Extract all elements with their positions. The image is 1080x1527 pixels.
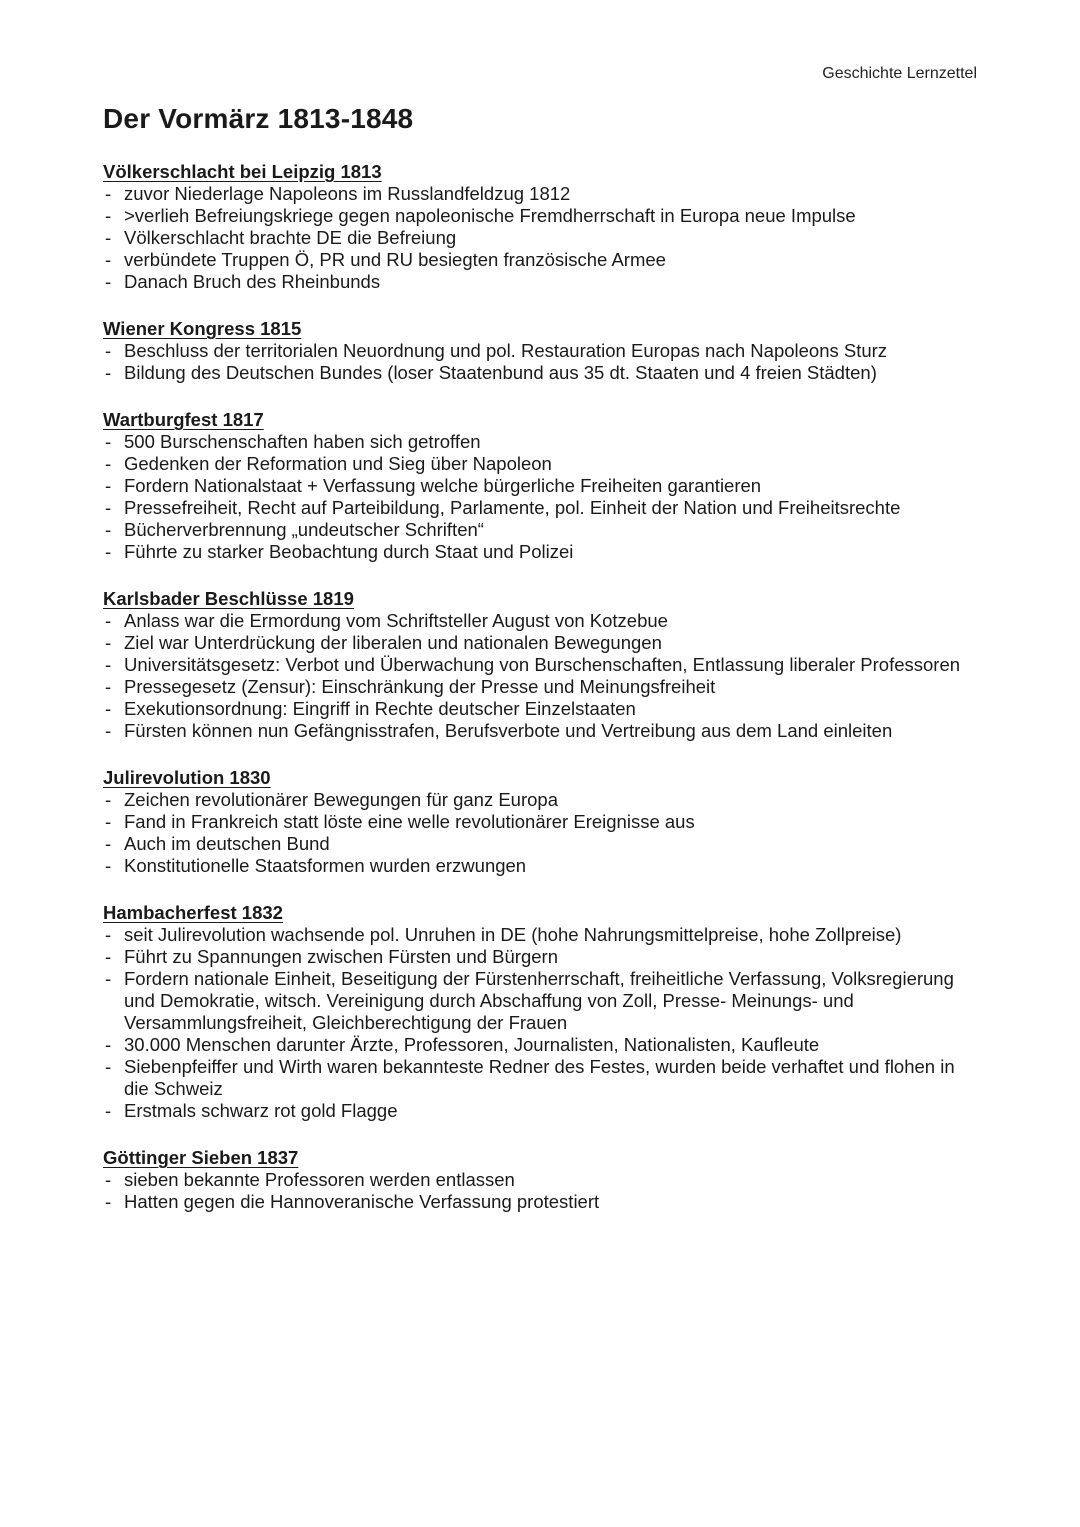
- bullet-list: [103, 183, 983, 293]
- list-item: - seit Julirevolution wachsende pol. Unruhen in DE (hohe Nahrungsmittelpreise, hohe Zollpreise): [103, 924, 983, 946]
- list-item: - Fand in Frankreich statt löste eine welle revolutionärer Ereignisse aus: [103, 811, 983, 833]
- list-item: - 500 Burschenschaften haben sich getroffen: [103, 431, 983, 453]
- list-item: - Bildung des Deutschen Bundes (loser Staatenbund aus 35 dt. Staaten und 4 freien Städten): [103, 362, 983, 384]
- list-item: - zuvor Niederlage Napoleons im Russlandfeldzug 1812: [103, 183, 983, 205]
- content: [103, 161, 983, 1238]
- list-item: - Fordern Nationalstaat + Verfassung welche bürgerliche Freiheiten garantieren: [103, 475, 983, 497]
- section-wiener-kongress: [103, 318, 983, 384]
- section-julirevolution: [103, 767, 983, 877]
- list-item: - Ziel war Unterdrückung der liberalen und nationalen Bewegungen: [103, 632, 983, 654]
- section-karlsbader-beschluesse: [103, 588, 983, 742]
- list-item: - Völkerschlacht brachte DE die Befreiung: [103, 227, 983, 249]
- section-heading: Hambacherfest 1832: [103, 902, 283, 923]
- header-label: Geschichte Lernzettel: [822, 65, 977, 82]
- section-hambacherfest: [103, 902, 983, 1122]
- page-title: Der Vormärz 1813-1848: [103, 103, 414, 134]
- bullet-list: [103, 924, 983, 1122]
- list-item: - Anlass war die Ermordung vom Schriftsteller August von Kotzebue: [103, 610, 983, 632]
- list-item: - Pressefreiheit, Recht auf Parteibildung, Parlamente, pol. Einheit der Nation und Freiheitsrechte: [103, 497, 983, 519]
- bullet-list: [103, 340, 983, 384]
- bullet-list: [103, 789, 983, 877]
- list-item: - Pressegesetz (Zensur): Einschränkung der Presse und Meinungsfreiheit: [103, 676, 983, 698]
- list-item: - Fordern nationale Einheit, Beseitigung der Fürstenherrschaft, freiheitliche Verfassung, Volksregierung und Demokratie, witsch. Vereinigung durch Abschaffung von Zoll, Presse- Meinungs- und Versammlungsfreiheit, Gleichberechtigung der Frauen: [103, 968, 983, 1034]
- list-item: - Zeichen revolutionärer Bewegungen für ganz Europa: [103, 789, 983, 811]
- list-item: - Beschluss der territorialen Neuordnung und pol. Restauration Europas nach Napoleons Sturz: [103, 340, 983, 362]
- bullet-list: [103, 610, 983, 742]
- list-item: - Universitätsgesetz: Verbot und Überwachung von Burschenschaften, Entlassung liberaler Professoren: [103, 654, 983, 676]
- list-item: - Danach Bruch des Rheinbunds: [103, 271, 983, 293]
- list-item: - Hatten gegen die Hannoveranische Verfassung protestiert: [103, 1191, 983, 1213]
- list-item: - 30.000 Menschen darunter Ärzte, Professoren, Journalisten, Nationalisten, Kaufleute: [103, 1034, 983, 1056]
- section-wartburgfest: [103, 409, 983, 563]
- list-item: - verbündete Truppen Ö, PR und RU besiegten französische Armee: [103, 249, 983, 271]
- section-voelkerschlacht: [103, 161, 983, 293]
- list-item: - Erstmals schwarz rot gold Flagge: [103, 1100, 983, 1122]
- list-item: - Exekutionsordnung: Eingriff in Rechte deutscher Einzelstaaten: [103, 698, 983, 720]
- bullet-list: [103, 431, 983, 563]
- list-item: - Fürsten können nun Gefängnisstrafen, Berufsverbote und Vertreibung aus dem Land einleiten: [103, 720, 983, 742]
- list-item: - Konstitutionelle Staatsformen wurden erzwungen: [103, 855, 983, 877]
- section-heading: Völkerschlacht bei Leipzig 1813: [103, 161, 382, 182]
- list-item: - Siebenpfeiffer und Wirth waren bekannteste Redner des Festes, wurden beide verhaftet und flohen in die Schweiz: [103, 1056, 983, 1100]
- section-heading: Wartburgfest 1817: [103, 409, 264, 430]
- section-goettinger-sieben: [103, 1147, 983, 1213]
- list-item: - Führt zu Spannungen zwischen Fürsten und Bürgern: [103, 946, 983, 968]
- section-heading: Wiener Kongress 1815: [103, 318, 302, 339]
- list-item: - >verlieh Befreiungskriege gegen napoleonische Fremdherrschaft in Europa neue Impulse: [103, 205, 983, 227]
- list-item: - Gedenken der Reformation und Sieg über Napoleon: [103, 453, 983, 475]
- list-item: - sieben bekannte Professoren werden entlassen: [103, 1169, 983, 1191]
- bullet-list: [103, 1169, 983, 1213]
- section-heading: Karlsbader Beschlüsse 1819: [103, 588, 354, 609]
- list-item: - Bücherverbrennung „undeutscher Schriften“: [103, 519, 983, 541]
- section-heading: Julirevolution 1830: [103, 767, 271, 788]
- list-item: - Führte zu starker Beobachtung durch Staat und Polizei: [103, 541, 983, 563]
- list-item: - Auch im deutschen Bund: [103, 833, 983, 855]
- section-heading: Göttinger Sieben 1837: [103, 1147, 299, 1168]
